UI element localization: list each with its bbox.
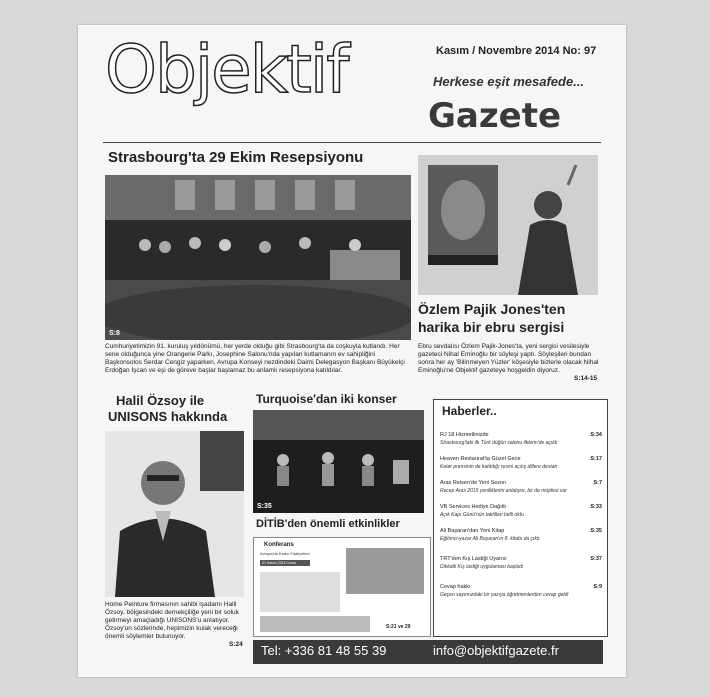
turquoise-photo-page: S:35: [257, 503, 272, 510]
ebru-page: S:14-15: [574, 375, 598, 382]
halil-page: S:24: [229, 641, 243, 648]
ebru-headline-1: Özlem Pajik Jones'ten: [418, 301, 566, 317]
ditib-page: S:21 ve 29: [386, 624, 411, 630]
newspaper-page: [78, 25, 626, 677]
issue-info: Kasım / Novembre 2014 No: 97: [436, 45, 597, 57]
turquoise-headline: Turquoise'dan iki konser: [256, 392, 397, 406]
turquoise-photo: [253, 410, 424, 513]
ebru-body: Ebru sevdalısı Özlem Pajik-Jones'ta, yeni sergisi vesilesiyle gazeteci Nihal Eminoğlu bir söyleşi yaptı. Söyleşileri bundan sonra her ay 'Bilinmeyen Yüzler' köşesiyle bizlerle olacak Nihal Eminoğlu'ne Objektif gazeteye hoşgeldin diyoruz.: [418, 343, 599, 374]
lead-photo-page: S:8: [109, 330, 120, 337]
halil-headline-1: Halil Özsoy ile: [116, 393, 205, 408]
poster-map: [346, 548, 424, 594]
contact-footer: [253, 640, 603, 664]
ebru-headline-2: harika bir ebru sergisi: [418, 319, 565, 335]
news-item: Ali Başaran'dan Yeni Kitap Eğitimci-yazar Ali Başaran'ın 8. kitabı da çıktı S:35: [440, 528, 602, 542]
ditib-poster: [253, 537, 431, 637]
poster-footer-block: [260, 616, 370, 632]
poster-title: Konferans: [264, 542, 294, 548]
masthead-rule: [103, 142, 601, 143]
lead-photo: [105, 175, 411, 340]
news-item: VB Services Hediye Dağıttı Açık Kapı Günü'nün taktilleri belli oldu S:33: [440, 504, 602, 518]
poster-sub: Avrupa'da Kadın Faaliyetleri: [260, 551, 310, 556]
news-item: Heaven Restaurat'ta Güzel Gece Ketar prensinin de katıldığı resmi açılış dillere destan S:17: [440, 456, 602, 470]
footer-phone[interactable]: Tel: +336 81 48 55 39: [261, 643, 387, 658]
haberler-box: [433, 399, 608, 637]
news-item: Cevap hakkı Geçen sayımızdaki bir yazıya öğretmenlerden cevap geldi S:9: [440, 584, 602, 598]
ebru-photo: [418, 155, 598, 295]
haberler-title: Haberler..: [442, 404, 497, 418]
poster-text-block: [260, 572, 340, 612]
ditib-headline: DİTİB'den önemli etkinlikler: [256, 518, 400, 530]
slogan: Herkese eşit mesafede...: [433, 74, 585, 89]
poster-date: 01 Kasım 2014 Cuma: [262, 561, 296, 565]
halil-photo: [105, 431, 244, 597]
lead-headline: Strasbourg'ta 29 Ekim Resepsiyonu: [108, 149, 364, 166]
halil-headline-2: UNISONS hakkında: [108, 409, 228, 424]
news-item: RJ 18 Hizmetlinizde Strasbourg'taki ilk Türk düğün salonu ilklerin'de açıldı S:34: [440, 432, 602, 446]
footer-email[interactable]: info@objektifgazete.fr: [433, 643, 559, 658]
masthead-logo: Objektif: [105, 31, 348, 108]
news-item: TRT'den Kış Lastiği Uyarısı Dikkatli Kış lastiği uygulaması başladı S:37: [440, 556, 602, 570]
masthead-gazete: Gazete: [428, 96, 562, 136]
lead-body: Cumhuriyetimizin 91. kuruluş yıldönümü, her yerde olduğu gibi Strasbourg'ta da coşkuyla kutlandı. Her sene olduğunca yine Orangerie Parkı, Josephine Salonu'nda yapılan kutlamanın ev sahipliğini Başkonsolos Serdar Cengiz yaparken, Avrupa Konseyi nezdindeki Daimi Delegasyon Başkanı Büyükelçi Erdoğan İşcan ve eşi de göreve başlar başlamaz bu anlamlı resepsiyona katıldılar.: [105, 343, 405, 374]
news-item: Aras Reisen'de Yeni Sezon Recep Aras 2015 yeniliklerini anlatıyor, bir de müjdesi var S:7: [440, 480, 602, 494]
halil-body: Home Peinture firmasının sahibi işadamı Halil Özsoy, bölgesindeki dernekçiliğe yeni bir soluk getirmeyi amaçladığı UNISONS'u anlatıyor. Özsoy'un sözlerinde, hepimizin kulak vereceği önemli söylemler bulunuyor.: [105, 601, 239, 640]
